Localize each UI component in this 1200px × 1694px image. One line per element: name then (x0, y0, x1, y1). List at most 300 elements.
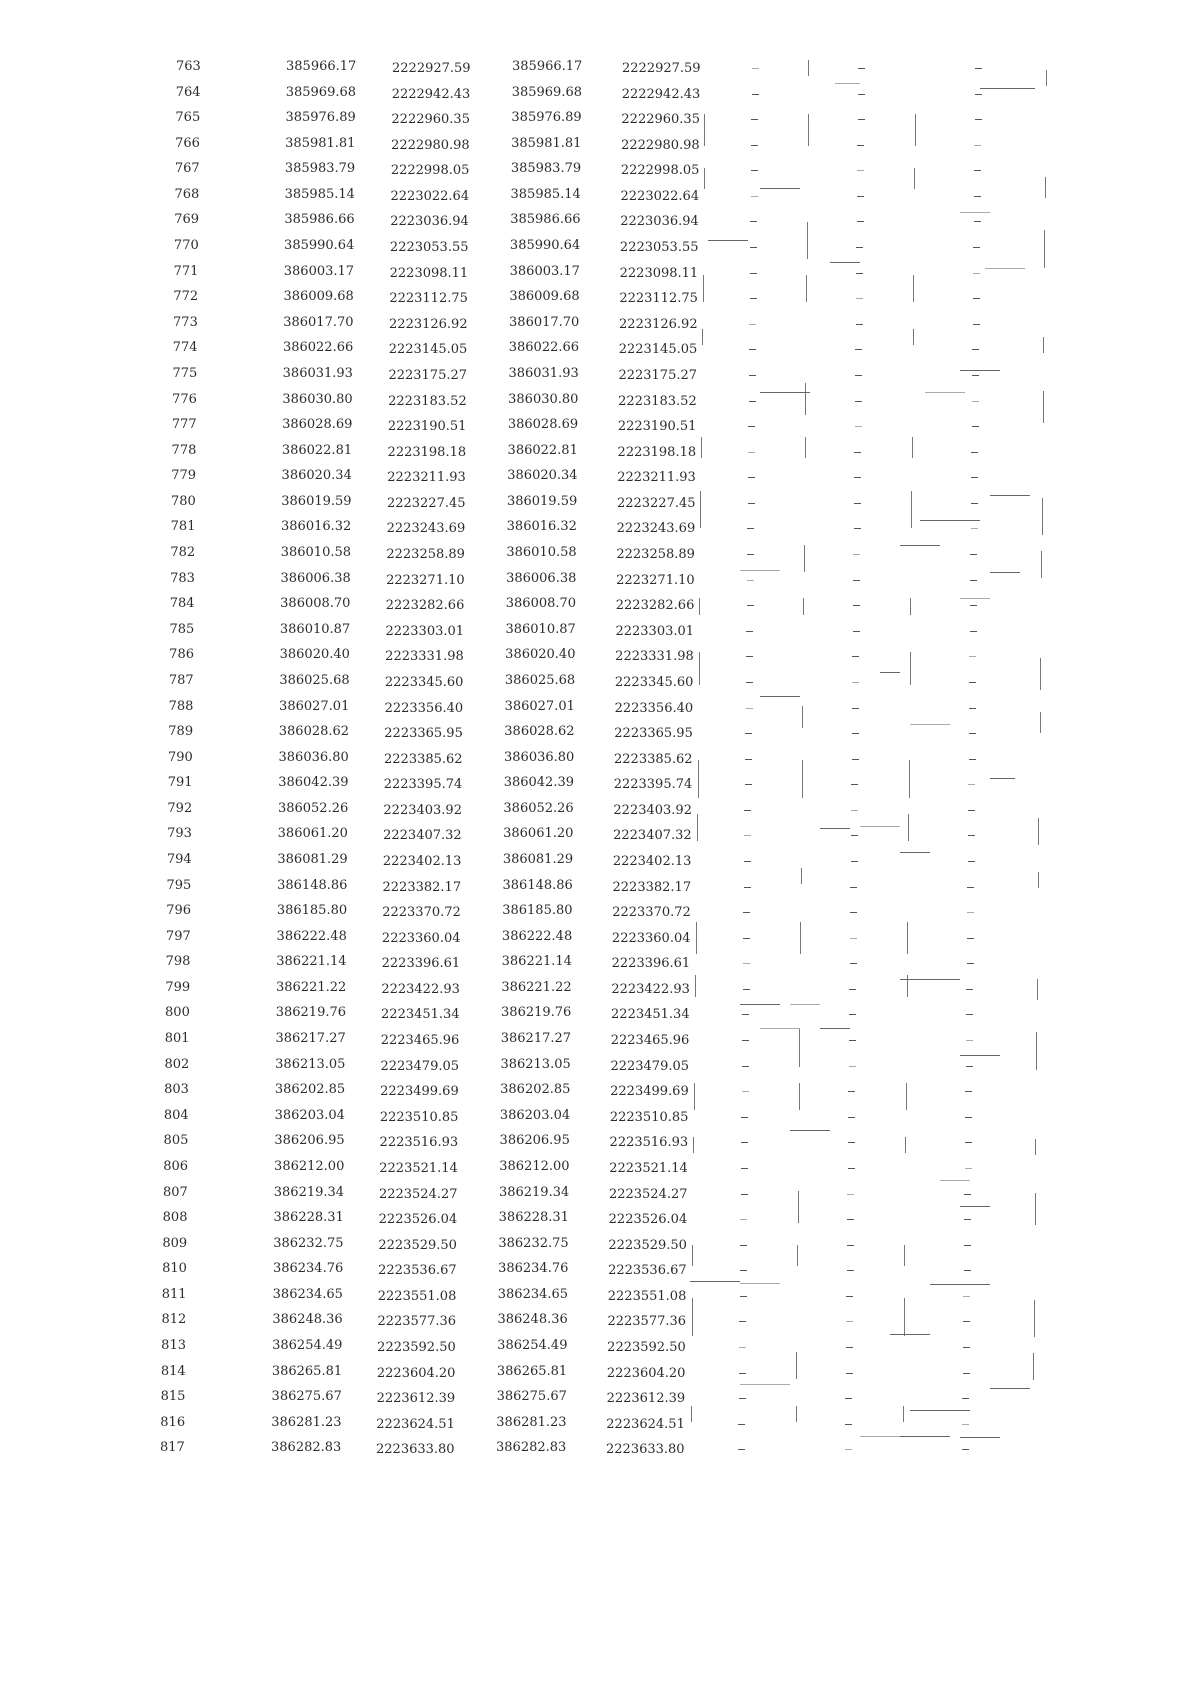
table-rule-fragment (930, 1284, 990, 1285)
table-rule-fragment (907, 922, 908, 954)
x-coordinate: 386008.70 (280, 596, 351, 612)
blank-cell-dash (855, 401, 862, 402)
table-rule-fragment (906, 1083, 907, 1110)
table-rule-fragment (900, 852, 930, 853)
x-coordinate: 386248.36 (272, 1312, 343, 1328)
table-row (0, 851, 1200, 877)
x-coordinate-copy: 386008.70 (505, 596, 577, 612)
table-rule-fragment (903, 1406, 904, 1422)
table-row (0, 672, 1200, 698)
y-coordinate: 2223551.08 (377, 1288, 457, 1304)
table-rule-fragment (880, 672, 900, 673)
table-rule-fragment (798, 1191, 799, 1223)
x-coordinate: 386030.80 (282, 391, 353, 407)
blank-cell-dash (750, 221, 757, 222)
table-rule-fragment (960, 1437, 1000, 1438)
y-coordinate: 2223479.05 (380, 1058, 460, 1074)
blank-cell-dash (851, 810, 858, 811)
y-coordinate-copy: 2223510.85 (609, 1109, 689, 1125)
table-rule-fragment (704, 168, 705, 190)
x-coordinate-copy: 386006.38 (506, 570, 577, 586)
blank-cell-dash (741, 1194, 748, 1195)
blank-cell-dash (744, 887, 751, 888)
x-coordinate: 386219.34 (273, 1184, 345, 1200)
x-coordinate: 386042.39 (278, 775, 349, 791)
table-row (0, 877, 1200, 903)
blank-cell-dash (852, 733, 859, 734)
x-coordinate: 386281.23 (271, 1414, 342, 1430)
table-rule-fragment (905, 1137, 906, 1153)
row-number: 770 (173, 238, 199, 254)
blank-cell-dash (848, 1117, 855, 1118)
x-coordinate-copy: 386036.80 (504, 749, 575, 765)
blank-cell-dash (849, 989, 856, 990)
y-coordinate-copy: 2222980.98 (621, 137, 700, 153)
x-coordinate: 386019.59 (281, 493, 352, 509)
x-coordinate: 386028.62 (278, 724, 350, 740)
blank-cell-dash (749, 349, 756, 350)
row-number: 775 (172, 365, 198, 381)
y-coordinate: 2223536.67 (378, 1263, 457, 1279)
blank-cell-dash (745, 733, 752, 734)
y-coordinate-copy: 2223227.45 (616, 495, 696, 511)
y-coordinate-copy: 2223282.66 (615, 598, 695, 614)
y-coordinate: 2223258.89 (386, 547, 465, 563)
table-rule-fragment (760, 392, 810, 393)
x-coordinate-copy: 386148.86 (502, 877, 573, 893)
x-coordinate: 386185.80 (276, 903, 348, 919)
blank-cell-dash (856, 273, 863, 274)
blank-cell-dash (747, 528, 754, 529)
table-rule-fragment (700, 491, 701, 529)
table-rule-fragment (915, 114, 916, 146)
blank-cell-dash (744, 810, 751, 811)
y-coordinate-copy: 2223577.36 (607, 1314, 687, 1330)
y-coordinate: 2223396.61 (381, 956, 461, 972)
y-coordinate: 2223098.11 (389, 265, 469, 281)
y-coordinate: 2223395.74 (383, 777, 463, 793)
x-coordinate: 385966.17 (286, 59, 357, 74)
blank-cell-dash (743, 989, 750, 990)
row-number: 766 (175, 135, 200, 151)
table-rule-fragment (960, 1206, 990, 1207)
blank-cell-dash (962, 1449, 969, 1450)
blank-cell-dash (739, 1398, 746, 1399)
blank-cell-dash (964, 1194, 971, 1195)
blank-cell-dash (968, 861, 975, 862)
row-number: 789 (168, 724, 194, 740)
row-number: 765 (175, 110, 201, 126)
blank-cell-dash (846, 1296, 853, 1297)
row-number: 771 (173, 263, 199, 279)
blank-cell-dash (963, 1373, 970, 1374)
table-rule-fragment (990, 495, 1030, 496)
row-number: 778 (171, 442, 197, 458)
table-row (0, 1439, 1200, 1465)
row-number: 779 (171, 468, 197, 484)
x-coordinate-copy: 386212.00 (499, 1158, 570, 1174)
blank-cell-dash (969, 733, 976, 734)
table-rule-fragment (909, 760, 910, 798)
blank-cell-dash (750, 247, 757, 248)
table-rule-fragment (808, 60, 809, 76)
table-rule-fragment (913, 275, 914, 302)
y-coordinate-copy: 2223175.27 (618, 367, 698, 383)
y-coordinate: 2223612.39 (376, 1391, 456, 1407)
y-coordinate: 2223524.27 (378, 1186, 458, 1202)
blank-cell-dash (857, 221, 864, 222)
table-row (0, 58, 1200, 84)
blank-cell-dash (966, 1040, 973, 1041)
blank-cell-dash (858, 94, 865, 95)
y-coordinate: 2223529.50 (378, 1237, 457, 1253)
y-coordinate-copy: 2223612.39 (606, 1391, 686, 1407)
table-row (0, 1311, 1200, 1337)
table-row (0, 953, 1200, 979)
blank-cell-dash (973, 273, 980, 274)
row-number: 784 (169, 596, 195, 612)
table-row (0, 263, 1200, 289)
blank-cell-dash (740, 1296, 747, 1297)
row-number: 813 (161, 1338, 186, 1353)
table-row (0, 1132, 1200, 1158)
x-coordinate: 386010.58 (280, 545, 352, 561)
blank-cell-dash (974, 145, 981, 146)
y-coordinate: 2223624.51 (376, 1416, 455, 1432)
blank-cell-dash (740, 1245, 747, 1246)
blank-cell-dash (743, 912, 750, 913)
y-coordinate: 2223385.62 (384, 751, 463, 767)
blank-cell-dash (850, 963, 857, 964)
blank-cell-dash (743, 963, 750, 964)
y-coordinate-copy: 2223243.69 (616, 521, 696, 537)
x-coordinate-copy: 386275.67 (496, 1389, 567, 1405)
x-coordinate: 386234.65 (272, 1286, 343, 1302)
table-row (0, 288, 1200, 314)
blank-cell-dash (964, 1270, 971, 1271)
row-number: 796 (166, 903, 192, 919)
table-rule-fragment (804, 545, 805, 572)
table-rule-fragment (801, 868, 802, 884)
blank-cell-dash (970, 554, 977, 555)
x-coordinate: 385983.79 (284, 161, 356, 177)
y-coordinate: 2223604.20 (376, 1365, 456, 1381)
y-coordinate: 2223175.27 (388, 367, 468, 383)
x-coordinate: 386003.17 (283, 263, 355, 279)
x-coordinate-copy: 386010.58 (506, 545, 577, 561)
row-number: 783 (170, 570, 195, 586)
blank-cell-dash (975, 119, 982, 120)
blank-cell-dash (746, 656, 753, 657)
x-coordinate: 386025.68 (279, 672, 350, 688)
x-coordinate: 386232.75 (273, 1235, 344, 1251)
table-row (0, 544, 1200, 570)
table-row (0, 365, 1200, 391)
y-coordinate: 2223112.75 (389, 291, 468, 307)
x-coordinate-copy: 386081.29 (502, 851, 574, 867)
blank-cell-dash (847, 1245, 854, 1246)
blank-cell-dash (971, 503, 978, 504)
table-rule-fragment (1038, 818, 1039, 845)
blank-cell-dash (969, 682, 976, 683)
table-rule-fragment (693, 1137, 694, 1153)
y-coordinate-copy: 2223499.69 (610, 1084, 689, 1100)
table-rule-fragment (692, 1245, 693, 1267)
table-rule-fragment (796, 1406, 797, 1422)
table-rule-fragment (925, 392, 965, 393)
row-number: 812 (161, 1312, 187, 1328)
table-rule-fragment (1036, 1032, 1037, 1069)
table-rule-fragment (910, 724, 950, 725)
x-coordinate: 386213.05 (275, 1056, 346, 1072)
blank-cell-dash (856, 324, 863, 325)
blank-cell-dash (850, 912, 857, 913)
x-coordinate-copy: 386219.34 (498, 1184, 570, 1200)
table-rule-fragment (805, 437, 806, 459)
table-rule-fragment (807, 222, 808, 260)
blank-cell-dash (974, 196, 981, 197)
table-rule-fragment (904, 1245, 905, 1267)
y-coordinate-copy: 2223345.60 (614, 674, 694, 690)
x-coordinate-copy: 386234.76 (498, 1261, 569, 1277)
y-coordinate-copy: 2223190.51 (617, 419, 697, 435)
blank-cell-dash (971, 528, 978, 529)
table-row (0, 391, 1200, 417)
y-coordinate: 2223633.80 (376, 1442, 455, 1458)
row-number: 774 (172, 340, 198, 356)
blank-cell-dash (848, 1142, 855, 1143)
y-coordinate: 2223370.72 (382, 905, 461, 921)
blank-cell-dash (972, 349, 979, 350)
row-number: 814 (160, 1363, 186, 1379)
blank-cell-dash (751, 170, 758, 171)
y-coordinate-copy: 2223403.92 (613, 802, 692, 818)
y-coordinate-copy: 2223303.01 (615, 623, 695, 639)
y-coordinate: 2223126.92 (389, 316, 468, 332)
x-coordinate-copy: 386221.22 (501, 979, 572, 995)
y-coordinate-copy: 2223198.18 (617, 444, 697, 460)
y-coordinate-copy: 2223356.40 (614, 700, 694, 716)
table-rule-fragment (806, 275, 807, 302)
table-row (0, 211, 1200, 237)
row-number: 805 (163, 1133, 189, 1149)
table-rule-fragment (702, 329, 703, 345)
blank-cell-dash (963, 1347, 970, 1348)
table-row (0, 1209, 1200, 1235)
y-coordinate-copy: 2223211.93 (617, 470, 696, 486)
row-number: 809 (162, 1235, 188, 1251)
blank-cell-dash (751, 145, 758, 146)
table-row (0, 621, 1200, 647)
x-coordinate-copy: 386027.01 (504, 698, 575, 714)
blank-cell-dash (748, 452, 755, 453)
x-coordinate: 386275.67 (271, 1389, 342, 1405)
x-coordinate: 386017.70 (283, 314, 354, 330)
table-row (0, 186, 1200, 212)
x-coordinate: 385990.64 (284, 238, 355, 254)
table-row (0, 1286, 1200, 1312)
x-coordinate-copy: 386009.68 (509, 289, 580, 305)
blank-cell-dash (746, 708, 753, 709)
blank-cell-dash (749, 375, 756, 376)
table-row (0, 442, 1200, 468)
row-number: 794 (166, 851, 192, 867)
x-coordinate: 385976.89 (285, 110, 356, 126)
table-rule-fragment (1041, 551, 1042, 578)
y-coordinate-copy: 2223422.93 (611, 981, 690, 997)
x-coordinate: 386020.34 (281, 468, 352, 484)
blank-cell-dash (858, 119, 865, 120)
y-coordinate-copy: 2223036.94 (620, 214, 699, 230)
table-rule-fragment (960, 370, 1000, 371)
table-rule-fragment (1043, 391, 1044, 423)
y-coordinate: 2223592.50 (377, 1340, 456, 1355)
blank-cell-dash (747, 580, 754, 581)
table-rule-fragment (860, 826, 900, 827)
y-coordinate-copy: 2223592.50 (607, 1340, 686, 1355)
blank-cell-dash (852, 656, 859, 657)
blank-cell-dash (972, 375, 979, 376)
x-coordinate-copy: 385990.64 (509, 238, 581, 254)
blank-cell-dash (748, 477, 755, 478)
table-row (0, 825, 1200, 851)
table-rule-fragment (691, 1406, 692, 1422)
table-rule-fragment (790, 1130, 830, 1131)
y-coordinate: 2223271.10 (386, 572, 465, 588)
blank-cell-dash (856, 247, 863, 248)
blank-cell-dash (750, 298, 757, 299)
x-coordinate-copy: 386003.17 (509, 263, 580, 279)
table-rule-fragment (990, 572, 1020, 573)
x-coordinate: 386254.49 (272, 1338, 343, 1353)
blank-cell-dash (858, 68, 865, 69)
table-rule-fragment (904, 1298, 905, 1336)
table-rule-fragment (708, 240, 748, 241)
blank-cell-dash (742, 1040, 749, 1041)
y-coordinate-copy: 2223053.55 (619, 240, 699, 256)
table-row (0, 1414, 1200, 1440)
blank-cell-dash (742, 1014, 749, 1015)
x-coordinate-copy: 386202.85 (500, 1082, 571, 1098)
y-coordinate: 2223356.40 (384, 700, 464, 716)
table-rule-fragment (960, 1055, 1000, 1056)
blank-cell-dash (845, 1398, 852, 1399)
x-coordinate-copy: 385966.17 (512, 59, 583, 74)
blank-cell-dash (966, 989, 973, 990)
blank-cell-dash (850, 938, 857, 939)
x-coordinate-copy: 386031.93 (508, 365, 579, 381)
table-rule-fragment (820, 828, 850, 829)
blank-cell-dash (969, 759, 976, 760)
table-row (0, 135, 1200, 161)
blank-cell-dash (745, 759, 752, 760)
table-rule-fragment (980, 88, 1035, 89)
y-coordinate: 2223198.18 (387, 444, 467, 460)
y-coordinate: 2222998.05 (390, 163, 470, 179)
table-rule-fragment (912, 437, 913, 459)
x-coordinate-copy: 386016.32 (506, 519, 577, 535)
table-row (0, 314, 1200, 340)
y-coordinate: 2223331.98 (385, 649, 464, 665)
x-coordinate-copy: 386010.87 (505, 621, 576, 637)
blank-cell-dash (970, 631, 977, 632)
blank-cell-dash (973, 324, 980, 325)
table-rule-fragment (960, 212, 990, 213)
x-coordinate: 386009.68 (283, 289, 354, 305)
x-coordinate: 386031.93 (282, 365, 353, 381)
blank-cell-dash (744, 861, 751, 862)
table-row (0, 493, 1200, 519)
blank-cell-dash (746, 682, 753, 683)
x-coordinate: 386022.66 (282, 340, 354, 356)
table-row (0, 595, 1200, 621)
y-coordinate-copy: 2223360.04 (611, 930, 691, 946)
table-row (0, 1030, 1200, 1056)
table-row (0, 1337, 1200, 1363)
table-row (0, 800, 1200, 826)
x-coordinate-copy: 386217.27 (500, 1031, 572, 1047)
blank-cell-dash (740, 1219, 747, 1220)
blank-cell-dash (751, 119, 758, 120)
y-coordinate-copy: 2223536.67 (608, 1263, 687, 1279)
x-coordinate-copy: 385986.66 (510, 212, 581, 228)
y-coordinate: 2223145.05 (388, 342, 468, 358)
blank-cell-dash (972, 426, 979, 427)
x-coordinate-copy: 386228.31 (498, 1210, 569, 1226)
blank-cell-dash (749, 401, 756, 402)
x-coordinate: 386016.32 (281, 519, 352, 535)
table-rule-fragment (698, 760, 699, 798)
y-coordinate-copy: 2223451.34 (611, 1007, 690, 1023)
table-row (0, 1184, 1200, 1210)
table-row (0, 646, 1200, 672)
row-number: 782 (170, 545, 196, 561)
y-coordinate-copy: 2223271.10 (616, 572, 695, 588)
table-rule-fragment (797, 1245, 798, 1267)
blank-cell-dash (853, 580, 860, 581)
y-coordinate: 2223345.60 (384, 674, 464, 690)
table-rule-fragment (1040, 658, 1041, 690)
x-coordinate-copy: 386028.69 (507, 417, 579, 433)
blank-cell-dash (751, 196, 758, 197)
y-coordinate-copy: 2222927.59 (622, 61, 701, 76)
blank-cell-dash (852, 708, 859, 709)
x-coordinate-copy: 386222.48 (501, 928, 573, 944)
blank-cell-dash (847, 1270, 854, 1271)
table-rule-fragment (1045, 177, 1046, 198)
blank-cell-dash (846, 1321, 853, 1322)
blank-cell-dash (848, 1168, 855, 1169)
blank-cell-dash (968, 835, 975, 836)
y-coordinate-copy: 2223126.92 (619, 316, 698, 332)
table-rule-fragment (808, 114, 809, 146)
blank-cell-dash (742, 1066, 749, 1067)
blank-cell-dash (975, 68, 982, 69)
y-coordinate: 2222960.35 (391, 112, 470, 128)
row-number: 797 (165, 928, 191, 944)
row-number: 768 (174, 186, 200, 202)
x-coordinate: 386221.14 (276, 954, 347, 970)
y-coordinate-copy: 2223145.05 (618, 342, 698, 358)
table-rule-fragment (900, 1436, 950, 1437)
row-number: 815 (160, 1389, 186, 1405)
x-coordinate-copy: 386022.81 (507, 442, 578, 458)
row-number: 807 (162, 1184, 188, 1200)
x-coordinate-copy: 385985.14 (510, 186, 581, 202)
y-coordinate-copy: 2223465.96 (610, 1033, 690, 1049)
blank-cell-dash (966, 1014, 973, 1015)
x-coordinate-copy: 386254.49 (497, 1338, 568, 1353)
